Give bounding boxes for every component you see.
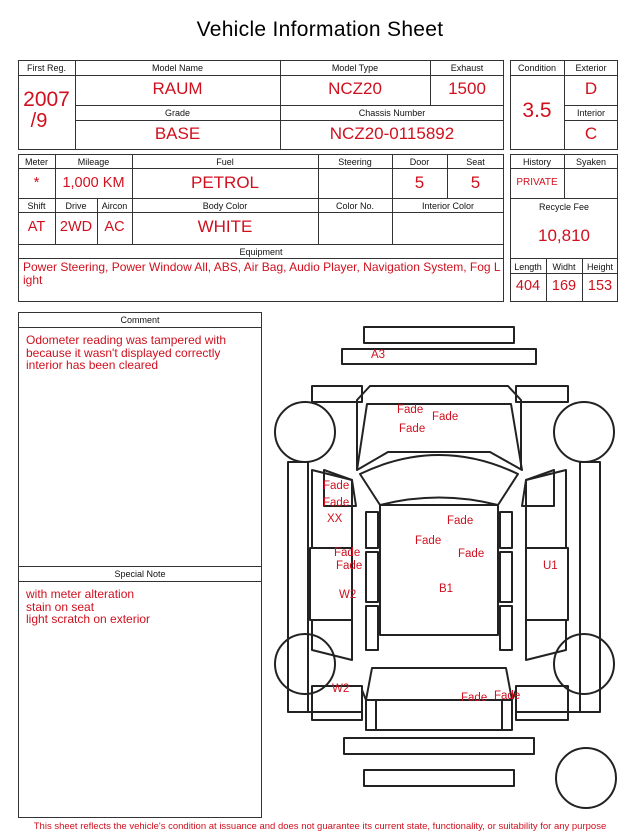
syaken-label: Syaken bbox=[575, 157, 607, 167]
grade-value: BASE bbox=[154, 124, 201, 143]
equipment-list: Power Steering, Power Window All, ABS, Air Bag, Audio Player, Navigation System, Fog Light bbox=[23, 260, 501, 287]
damage-mark: Fade bbox=[399, 423, 426, 435]
damage-mark: Fade bbox=[447, 515, 474, 527]
meter-label: Meter bbox=[24, 157, 48, 167]
recycle-fee-label: Recycle Fee bbox=[538, 202, 590, 212]
length-label: Length bbox=[514, 262, 542, 272]
condition-grade: 3.5 bbox=[522, 99, 552, 122]
damage-mark: Fade bbox=[397, 404, 424, 416]
damage-mark: Fade bbox=[334, 547, 361, 559]
exhaust-label: Exhaust bbox=[450, 63, 484, 73]
first-reg-month: /9 bbox=[30, 110, 48, 132]
page-title: Vehicle Information Sheet bbox=[196, 18, 444, 41]
color-no-label: Color No. bbox=[335, 201, 374, 211]
exterior-grade: D bbox=[584, 79, 598, 98]
damage-mark: Fade bbox=[461, 692, 488, 704]
front-bumper bbox=[364, 327, 514, 343]
wheel-front-right bbox=[554, 402, 614, 462]
drive-label: Drive bbox=[65, 201, 87, 211]
aircon-value: AC bbox=[104, 219, 125, 235]
chassis-number-label: Chassis Number bbox=[358, 108, 426, 118]
interior-color-label: Interior Color bbox=[421, 201, 475, 211]
first-reg-label: First Reg. bbox=[26, 63, 66, 73]
height-value: 153 bbox=[587, 278, 613, 294]
fuel-value: PETROL bbox=[190, 173, 260, 192]
aircon-label: Aircon bbox=[101, 201, 128, 211]
damage-mark-xx: XX bbox=[327, 513, 343, 525]
model-name-label: Model Name bbox=[151, 63, 204, 73]
door-value: 5 bbox=[414, 173, 425, 192]
spare-wheel bbox=[556, 748, 616, 808]
length-value: 404 bbox=[515, 278, 541, 294]
seat-value: 5 bbox=[470, 173, 481, 192]
wheel-front-left bbox=[275, 402, 335, 462]
history-value: PRIVATE bbox=[516, 177, 558, 188]
roof bbox=[380, 505, 498, 635]
model-type-label: Model Type bbox=[331, 63, 379, 73]
wheel-rear-left bbox=[275, 634, 335, 694]
damage-mark: Fade bbox=[336, 560, 363, 572]
exterior-label: Exterior bbox=[575, 63, 607, 73]
condition-label: Condition bbox=[517, 63, 557, 73]
steering-label: Steering bbox=[338, 157, 372, 167]
damage-mark: Fade bbox=[415, 535, 442, 547]
windshield bbox=[360, 455, 518, 505]
comment-label: Comment bbox=[120, 315, 160, 325]
damage-mark: Fade bbox=[432, 411, 459, 423]
mileage-label: Mileage bbox=[77, 157, 110, 167]
damage-mark: Fade bbox=[458, 548, 485, 560]
shift-value: AT bbox=[27, 219, 46, 235]
drive-value: 2WD bbox=[59, 219, 93, 235]
seat-label: Seat bbox=[466, 157, 485, 167]
interior-label: Interior bbox=[576, 108, 605, 118]
recycle-fee-value: 10,810 bbox=[538, 226, 590, 245]
meter-value: * bbox=[33, 174, 40, 191]
disclaimer-footer: This sheet reflects the vehicle's condition at issuance and does not guarantee its current state, functionality, or suitability for any purpose bbox=[33, 821, 607, 832]
width-value: 169 bbox=[551, 278, 577, 294]
damage-mark: Fade bbox=[323, 497, 350, 509]
grade-label: Grade bbox=[164, 108, 190, 118]
comment-text: Odometer reading was tampered with because it wasn't displayed correctly interior has been cleared bbox=[26, 333, 227, 372]
wheel-rear-right bbox=[554, 634, 614, 694]
body-color-value: WHITE bbox=[197, 217, 253, 236]
width-label: Widht bbox=[552, 262, 576, 272]
damage-mark-w2: W2 bbox=[332, 683, 350, 695]
first-reg-year: 2007 bbox=[23, 88, 70, 111]
height-label: Height bbox=[586, 262, 613, 272]
mileage-value: 1,000 KM bbox=[62, 175, 125, 191]
rear-bumper bbox=[344, 738, 534, 754]
damage-mark: Fade bbox=[323, 480, 350, 492]
history-label: History bbox=[522, 157, 551, 167]
fuel-label: Fuel bbox=[216, 157, 234, 167]
equipment-label: Equipment bbox=[239, 247, 283, 257]
special-note-label: Special Note bbox=[114, 569, 166, 579]
shift-label: Shift bbox=[27, 201, 46, 211]
model-name-value: RAUM bbox=[152, 79, 203, 98]
special-note-text: with meter alteration stain on seat light scratch on exterior bbox=[26, 587, 151, 626]
door-label: Door bbox=[409, 157, 430, 167]
interior-grade: C bbox=[584, 124, 598, 143]
damage-mark: Fade bbox=[494, 690, 521, 702]
body-color-label: Body Color bbox=[202, 201, 248, 211]
damage-mark-b1: B1 bbox=[439, 583, 454, 595]
damage-mark-u1: U1 bbox=[543, 560, 558, 572]
rear-window bbox=[366, 668, 512, 700]
damage-mark-a3: A3 bbox=[371, 349, 386, 361]
chassis-number-value: NCZ20-0115892 bbox=[329, 124, 455, 143]
model-type-value: NCZ20 bbox=[328, 79, 382, 98]
damage-mark-w2: W2 bbox=[339, 589, 357, 601]
exhaust-value: 1500 bbox=[448, 79, 486, 98]
